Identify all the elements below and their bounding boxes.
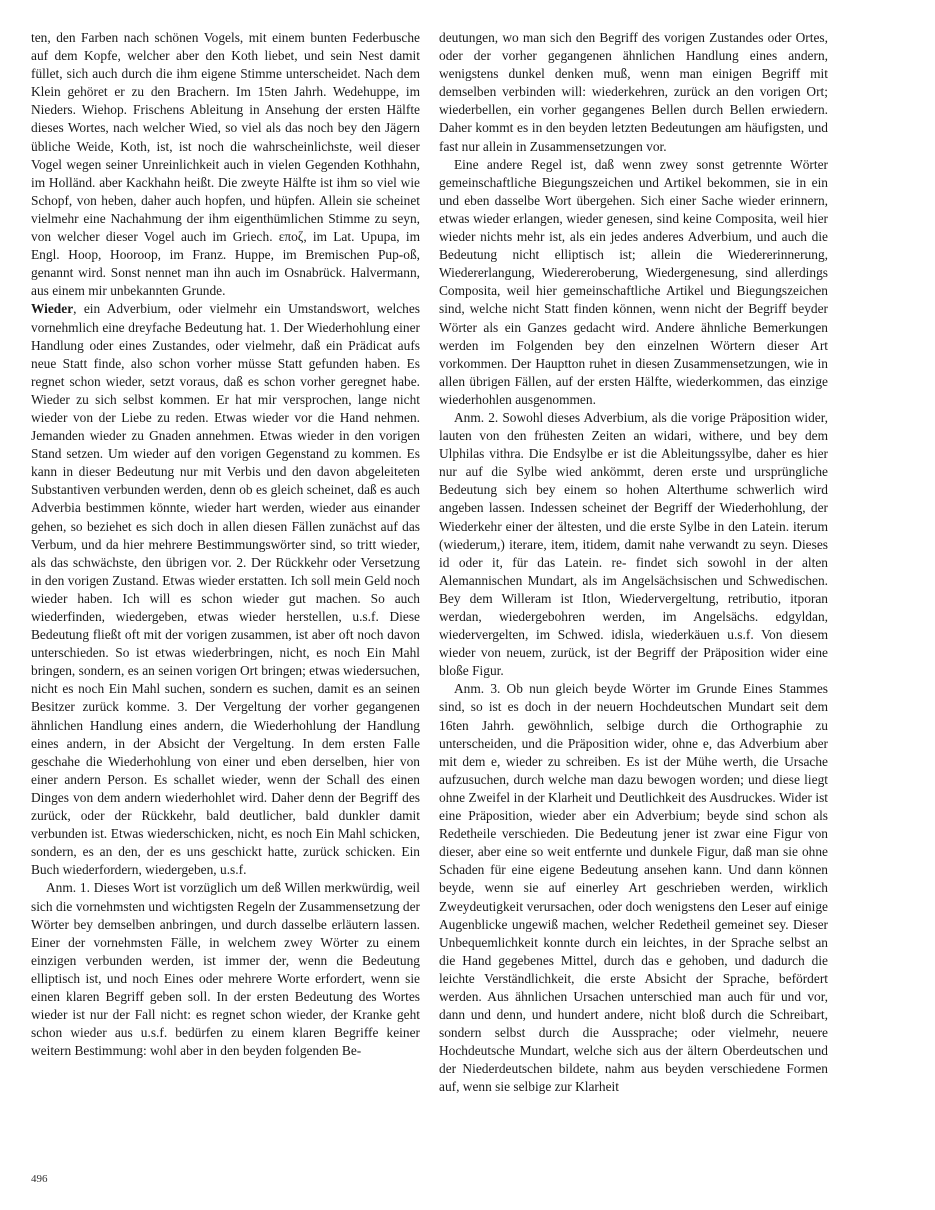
composition-rule-paragraph: Eine andere Regel ist, daß wenn zwey sonst getrennte Wörter gemeinschaftliche Biegungszeichen und Artikel bekommen, sie in ein und eben dasselbe Wort übergehen. Sich einer Sache wieder erinnern, etwas wieder erlangen, wieder genesen, sind keine Composita, weil hier wieder nichts mehr ist, als ein jedes anderes Adverbium, und auch die Bedeutung nicht elliptisch ist; allein die Wiedererinnerung, Wiedererlangung, Wiedereroberung, Wiedergenesung, sind allerdings Composita, weil hier gemeinschaftliche Artikel und Biegungszeichen sind, welche nicht Statt finden können, wenn nicht der Begriff beyder Wörter als ein Ganzes gedacht wird. Andere ähnliche Bemerkungen werden im Folgenden bey den einzelnen Wörtern dieser Art vorkommen. Der Hauptton ruhet in diesen Zusammensetzungen, wie in allen übrigen Fällen, auf der ersten Hälfte, wiederkommen, das einzige wiederhohlen ausgenommen.	[439, 156, 828, 407]
page-number: 496	[31, 1173, 48, 1185]
wiedehopf-entry-continuation: ten, den Farben nach schönen Vogels, mit einem bunten Federbusche auf dem Kopfe, welcher aber den Koth liebet, und sein Nest damit füllet, sich auch durch die ihm eigene Stimme unterscheidet. Nach dem Klein gehöret er zu den Brachern. Im 15ten Jahrh. Wedehuppe, im Nieders. Wiehop. Frischens Ableitung in Ansehung der ersten Hälfte dieses Wortes, nach welcher Wied, so viel als das noch bey den Jägern übliche Weide, Koth, ist, ist noch die wahrscheinlichste, weil dieser Vogel wegen seiner Unreinlichkeit auch in vielen Gegenden Kothhahn, im Holländ. aber Kackhahn heißt. Die zweyte Hälfte ist ihm so viel wie Schopf, von heben, daher auch hopfen, und hüpfen. Allein sie scheinet vielmehr eine Nachahmung der ihm eigenthümlichen Stimme zu seyn, von welcher dieser Vogel auch im Griech. εποζ, im Lat. Upupa, im Engl. Hoop, Hooroop, im Franz. Huppe, im Bremischen Pup-oß, genannt wird. Sonst nennet man ihn auch im Osnabrück. Halvermann, aus einem mir unbekannten Grunde.	[31, 30, 420, 299]
annotation-2: Anm. 2. Sowohl dieses Adverbium, als die vorige Präposition wider, lauten von den frühesten Zeiten an widari, withere, und bey dem Ulphilas vithra. Die Endsylbe er ist die Ableitungssylbe, daher es hier nur auf die Sylbe wied ankömmt, deren erste und ursprüngliche Bedeutung sich bey einem so hohen Alterthume schwerlich wird angeben lassen. Indessen scheinet der Begriff der Wiederhohlung, der Wiederkehr einer der ältesten, und die erste Sylbe in den Latein. iterum (wiederum,) iterare, item, itidem, damit nahe verwandt zu seyn. Dieses id oder it, für das Latein. re- findet sich sowohl in der alten Alemannischen Mundart, als im Angelsächsischen und Schwedischen. Bey dem Willeram ist Itlon, Wiedervergeltung, retributio, itporan werdan, wiedergebohren werden, im Angelsächs. edgyldan, wiedervergelten, im Schwed. idisla, wiederkäuen u.s.f. Von diesem wieder von neuem, zurück, ist der Begriff der Präposition wider eine bloße Figur.	[439, 409, 828, 679]
annotation-3: Anm. 3. Ob nun gleich beyde Wörter im Grunde Eines Stammes sind, so ist es doch in der neuern Hochdeutschen Mundart seit dem 16ten Jahrh. gewöhnlich, selbige durch die Orthographie zu unterscheiden, und die Präposition wider, ohne e, das Adverbium aber mit dem e, wieder zu schreiben. Es ist der Mühe werth, die Ursache aufzusuchen, durch welche man dazu bewogen worden; und diese liegt ohne Zweifel in der Klarheit und Deutlichkeit des Ausdruckes. Wider ist eine Präposition, wieder aber ein Adverbium; beyde sind schon als Redetheile verschieden. Die Bedeutung jener ist zwar eine Figur von dieser, aber eine so weit entfernte und dunkele Figur, daß man sie ohne Schaden für eine eigene Bedeutung ansehen kann. Und dann können beyde, wenn sie auf einerley Art geschrieben werden, wirklich Zweydeutigkeit verursachen, oder doch wenigstens den Leser auf einige Augenblicke ungewiß machen, welcher Redetheil gemeinet sey. Dieser Unbequemlichkeit konnte durch ein leichtes, in der Sprache selbst an die Hand gegebenes Mittel, durch das e gehoben, und dadurch die leichte Verständlichkeit, die erste Absicht der Sprache, befördert werden. Aus ähnlichen Ursachen unterschied man auch für und vor, dann und denn, und hundert andere, nicht bloß durch die Schreibart, sondern selbst durch die Aussprache; oder vielmehr, neuere Hochdeutsche Mundart, welche sich aus der ältern Oberdeutschen und der Niederdeutschen bildete, nahm aus beyden verschiedene Formen auf, wenn sie selbige zur Klarheit	[439, 681, 828, 1095]
wieder-headword: Wieder	[31, 301, 74, 317]
right-column	[439, 29, 828, 1097]
wieder-entry	[31, 300, 420, 879]
wieder-definition: , ein Adverbium, oder vielmehr ein Umstandswort, welches vornehmlich eine dreyfache Bedeutung hat. 1. Der Wiederhohlung einer Handlung oder eines Zustandes, oder vielmehr, daß ein Prädicat aufs neue Statt finde, also schon vorher müsse Statt gefunden haben. Es regnet schon wieder, setzt voraus, daß es schon vorher geregnet habe. Wieder zu sich selbst kommen. Er hat mir versprochen, lange nicht wieder von der Liebe zu reden. Etwas wieder vor die Hand nehmen. Jemanden wieder zu Gnaden annehmen. Etwas wieder in den vorigen Stand setzen. Um wieder auf den vorigen Gegenstand zu kommen. Es kann in dieser Bedeutung nur mit Verbis und den davon abgeleiteten Substantiven verbunden werden, denn ob es gleich scheinet, daß es auch Adverbia bestimmen könnte, wieder hart werden, wieder aus einander gehen, so beziehet es sich doch in allen diesen Fällen zunächst auf das Verbum, und da hier mehrere Bestimmungswörter sind, so tritt wieder, als das schwächste, den übrigen vor. 2. Der Rückkehr oder Versetzung in den vorigen Zustand. Etwas wieder erstatten. Ich soll mein Geld noch wieder haben. Ich will es schon wieder gut machen. So auch wiederfinden, wiedergeben, etwas wieder herstellen, u.s.f. Diese Bedeutung fließt oft mit der vorigen zusammen, ist aber oft noch davon unterschieden. So ist etwas wiederbringen, nicht, es noch Ein Mahl bringen, sondern, es an seinen vorigen Ort bringen; etwas wiedersuchen, nicht es noch Ein Mahl suchen, sondern es suchen, damit es an seinen Besitzer zurück komme. 3. Der Vergeltung der vorher gegangenen ähnlichen Handlung eines andern, die Wiederhohlung der Handlung eines andern, in der Absicht der Vergeltung. In dem ersten Falle geschahe die Wiederhohlung von einer und eben derselben, hier von einer andern Person. Es schallet wieder, wenn der Schall des einen Dinges von dem andern wiederhohlet wird. Daher denn der Begriff des zurück, oder der Rückkehr, bald deutlicher, bald dunkler damit verbunden ist. Etwas wiederschicken, nicht, es noch Ein Mahl schicken, sondern, es an den, der es uns geschickt hatte, zurück schicken. Ein Buch wiederfordern, wiedergeben, u.s.f.	[31, 301, 420, 878]
left-column	[31, 29, 420, 1060]
annotation-1-continuation: deutungen, wo man sich den Begriff des vorigen Zustandes oder Ortes, oder der vorher gegangenen ähnlichen Handlung eines andern, wenigstens dunkel denken muß, wenn man einigen Begriff mit demselben verbinden will: wiederkehren, zurück an den vorigen Ort; wiederbellen, ein vorher gegangenes Bellen durch Bellen erwiedern. Daher kommt es in den beyden letzten Bedeutungen am häufigsten, und fast nur allein in Zusammensetzungen vor.	[439, 30, 828, 154]
annotation-1: Anm. 1. Dieses Wort ist vorzüglich um deß Willen merkwürdig, weil sich die vornehmsten und wichtigsten Regeln der Zusammensetzung der Wörter bey demselben anbringen, und durch dasselbe erläutern lassen. Einer der vornehmsten Fälle, in welchem zwey Wörter zu einem einzigen verbunden werden, ist immer der, wenn die Bedeutung elliptisch ist, und noch Eines oder mehrere Worte erfordert, wenn sie einen klaren Begriff geben soll. In der ersten Bedeutung des Wortes wieder ist nur der Fall nicht: es regnet schon wieder, der Kranke geht schon wieder aus u.s.f. bedürfen zu einem klaren Begriffe keiner weitern Bestimmung: wohl aber in den beyden folgenden Be-	[31, 880, 420, 1059]
